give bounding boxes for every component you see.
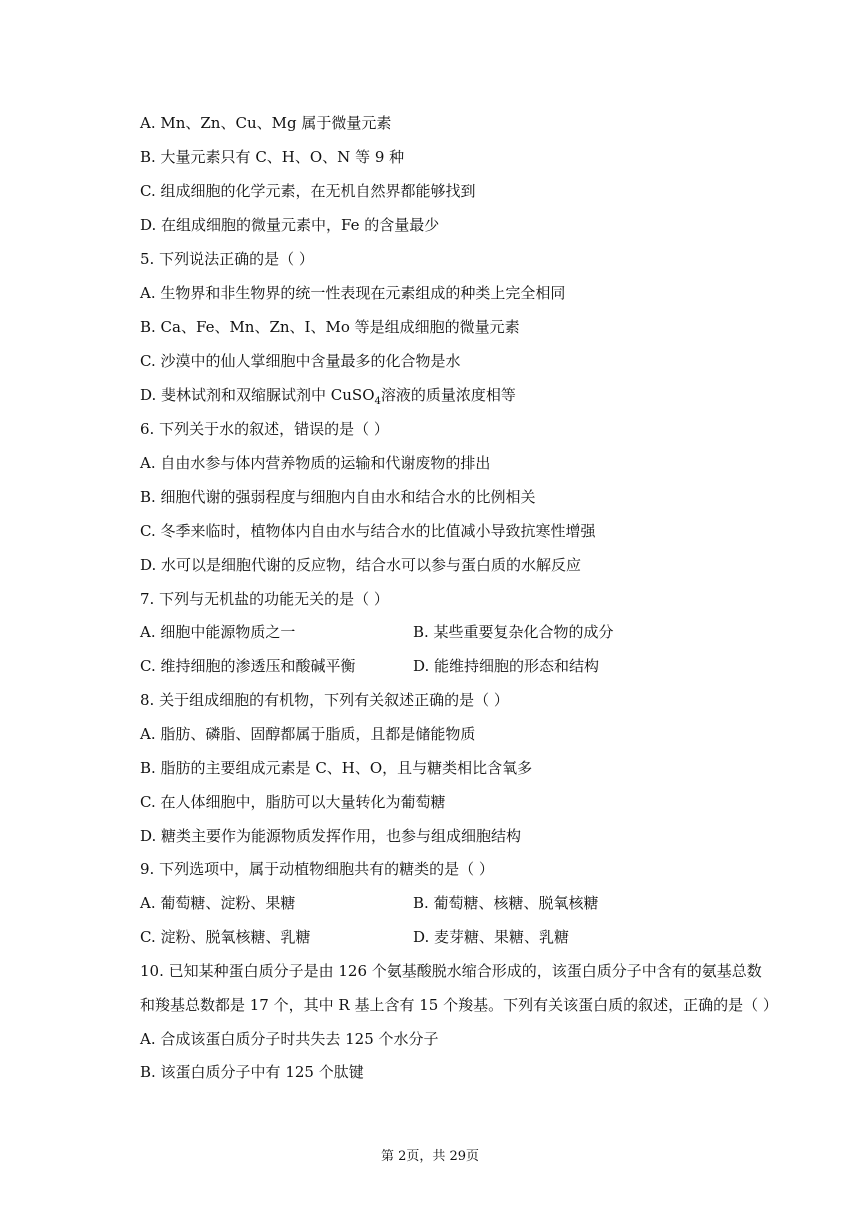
q5-option-d-subscript: 4 xyxy=(374,396,381,407)
question-9: 9. 下列选项中，属于动植物细胞共有的糖类的是（ ） xyxy=(140,860,494,878)
question-10-line-1: 10. 已知某种蛋白质分子是由 126 个氨基酸脱水缩合形成的，该蛋白质分子中含有的氨基总数 xyxy=(140,962,762,980)
question-5: 5. 下列说法正确的是（ ） xyxy=(140,250,314,268)
q10-option-b: B. 该蛋白质分子中有 125 个肽键 xyxy=(140,1063,364,1081)
q9-option-c: C. 淀粉、脱氧核糖、乳糖 xyxy=(140,928,311,946)
q4-option-a: A. Mn、Zn、Cu、Mg 属于微量元素 xyxy=(140,114,392,132)
q5-option-c: C. 沙漠中的仙人掌细胞中含量最多的化合物是水 xyxy=(140,352,461,370)
question-7: 7. 下列与无机盐的功能无关的是（ ） xyxy=(140,590,389,608)
q6-option-b: B. 细胞代谢的强弱程度与细胞内自由水和结合水的比例相关 xyxy=(140,488,536,506)
page-number: 第 2页，共 29页 xyxy=(380,1149,480,1164)
q9-option-b: B. 葡萄糖、核糖、脱氧核糖 xyxy=(413,894,599,912)
q5-option-a: A. 生物界和非生物界的统一性表现在元素组成的种类上完全相同 xyxy=(140,284,566,302)
q7-option-a: A. 细胞中能源物质之一 xyxy=(140,623,296,641)
q4-option-d: D. 在组成细胞的微量元素中，Fe 的含量最少 xyxy=(140,216,440,234)
q8-option-c: C. 在人体细胞中，脂肪可以大量转化为葡萄糖 xyxy=(140,793,446,811)
q6-option-c: C. 冬季来临时，植物体内自由水与结合水的比值减小导致抗寒性增强 xyxy=(140,522,596,540)
q5-option-d xyxy=(140,385,516,412)
q6-option-d: D. 水可以是细胞代谢的反应物，结合水可以参与蛋白质的水解反应 xyxy=(140,556,582,574)
q9-option-d: D. 麦芽糖、果糖、乳糖 xyxy=(413,928,570,946)
q7-option-b: B. 某些重要复杂化合物的成分 xyxy=(413,623,614,641)
q7-option-c: C. 维持细胞的渗透压和酸碱平衡 xyxy=(140,657,356,675)
q6-option-a: A. 自由水参与体内营养物质的运输和代谢废物的排出 xyxy=(140,454,491,472)
q10-option-a: A. 合成该蛋白质分子时共失去 125 个水分子 xyxy=(140,1030,439,1048)
q4-option-c: C. 组成细胞的化学元素，在无机自然界都能够找到 xyxy=(140,182,476,200)
q9-option-a: A. 葡萄糖、淀粉、果糖 xyxy=(140,894,296,912)
question-8: 8. 关于组成细胞的有机物，下列有关叙述正确的是（ ） xyxy=(140,691,509,709)
q8-option-a: A. 脂肪、磷脂、固醇都属于脂质，且都是储能物质 xyxy=(140,725,476,743)
q8-option-d: D. 糖类主要作为能源物质发挥作用，也参与组成细胞结构 xyxy=(140,827,522,845)
question-6: 6. 下列关于水的叙述，错误的是（ ） xyxy=(140,420,389,438)
q4-option-b: B. 大量元素只有 C、H、O、N 等 9 种 xyxy=(140,148,405,166)
question-10-line-2: 和羧基总数都是 17 个，其中 R 基上含有 15 个羧基。下列有关该蛋白质的叙述，正确的是（ ） xyxy=(140,996,778,1014)
q7-option-d: D. 能维持细胞的形态和结构 xyxy=(413,657,600,675)
q5-option-d-text-start: D. 斐林试剂和双缩脲试剂中 CuSO xyxy=(140,386,375,404)
q8-option-b: B. 脂肪的主要组成元素是 C、H、O，且与糖类相比含氧多 xyxy=(140,759,533,777)
q5-option-b: B. Ca、Fe、Mn、Zn、I、Mo 等是组成细胞的微量元素 xyxy=(140,318,520,336)
q5-option-d-text-end: 溶液的质量浓度相等 xyxy=(380,386,516,404)
